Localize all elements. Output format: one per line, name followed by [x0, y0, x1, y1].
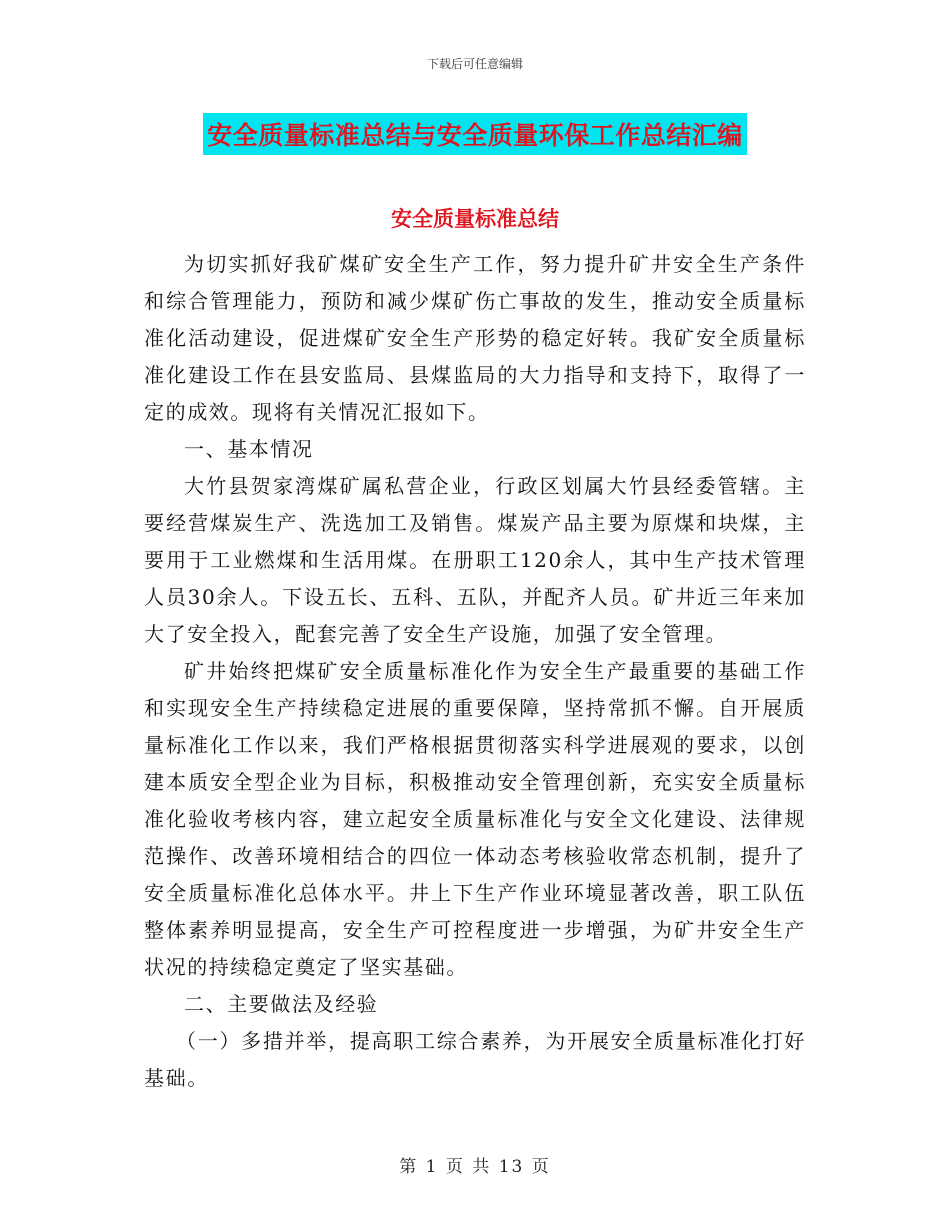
paragraph-basic-info: 大竹县贺家湾煤矿属私营企业，行政区划属大竹县经委管辖。主要经营煤炭生产、洗选加工及销售。煤炭产品主要为原煤和块煤，主要用于工业燃煤和生活用煤。在册职工120余人，其中生产技术管理人员30余人。下设五长、五科、五队，并配齐人员。矿井近三年来加大了安全投入，配套完善了安全生产设施，加强了安全管理。	[144, 474, 806, 646]
document-body	[144, 246, 806, 1097]
heading-basic-situation: 一、基本情况	[184, 437, 314, 461]
paragraph-standardization: 矿井始终把煤矿安全质量标准化作为安全生产最重要的基础工作和实现安全生产持续稳定进展的重要保障，坚持常抓不懈。自开展质量标准化工作以来，我们严格根据贯彻落实科学进展观的要求，以创建本质安全型企业为目标，积极推动安全管理创新，充实安全质量标准化验收考核内容，建立起安全质量标准化与安全文化建设、法律规范操作、改善环境相结合的四位一体动态考核验收常态机制，提升了安全质量标准化总体水平。井上下生产作业环境显著改善，职工队伍整体素养明显提高，安全生产可控程度进一步增强，为矿井安全生产状况的持续稳定奠定了坚实基础。	[144, 659, 806, 979]
heading-methods-experience: 二、主要做法及经验	[184, 992, 379, 1016]
main-title: 安全质量标准总结与安全质量环保工作总结汇编	[203, 113, 747, 155]
paragraph-intro: 为切实抓好我矿煤矿安全生产工作，努力提升矿井安全生产条件和综合管理能力，预防和减少煤矿伤亡事故的发生，推动安全质量标准化活动建设，促进煤矿安全生产形势的稳定好转。我矿安全质量标准化建设工作在县安监局、县煤监局的大力指导和支持下，取得了一定的成效。现将有关情况汇报如下。	[144, 252, 806, 424]
header-note: 下载后可任意编辑	[426, 57, 523, 71]
subheading-measures: （一）多措并举，提高职工综合素养，为开展安全质量标准化打好基础。	[144, 1029, 806, 1090]
page-footer: 第 1 页 共 13 页	[399, 1157, 551, 1177]
section-title: 安全质量标准总结	[391, 207, 559, 231]
main-title-wrap	[0, 113, 950, 155]
